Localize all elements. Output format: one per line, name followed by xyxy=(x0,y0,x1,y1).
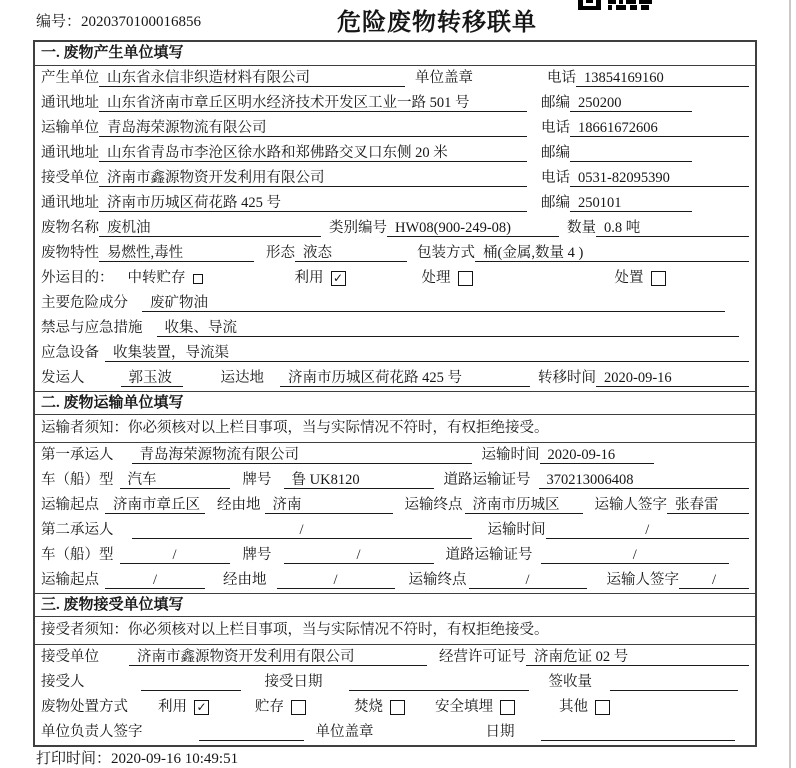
waste-name-value: 废机油 xyxy=(99,219,321,237)
transporter-address-row xyxy=(35,141,755,166)
date-label: 日期 xyxy=(485,724,515,740)
qr-code-partial-icon xyxy=(578,0,654,11)
doc-number-value: 2020370100016856 xyxy=(81,14,202,30)
transfer-time-value: 2020-09-16 xyxy=(596,369,749,387)
hazard-value: 废矿物油 xyxy=(142,294,725,312)
addr1-value: 山东省济南市章丘区明水经济技术开发区工业一路 501 号 xyxy=(99,94,527,112)
via1-label: 经由地 xyxy=(217,497,261,513)
phone3-value: 0531-82095390 xyxy=(570,169,749,187)
disposal-option-store xyxy=(255,698,306,716)
plate2-value: / xyxy=(284,546,434,564)
accepter-row xyxy=(35,670,755,695)
print-time-value: 2020-09-16 10:49:51 xyxy=(111,751,239,767)
addr2-label: 通讯地址 xyxy=(41,145,99,161)
transporter-label: 运输单位 xyxy=(41,120,99,136)
print-time xyxy=(36,747,238,768)
zip2-label: 邮编 xyxy=(541,145,570,161)
waste-name-row xyxy=(35,216,755,241)
accept-date-value xyxy=(349,673,529,691)
addr2-value: 山东省青岛市李沧区徐水路和郑佛路交叉口东侧 20 米 xyxy=(99,144,527,162)
phone2-value: 18661672606 xyxy=(570,119,749,137)
transporter-value: 青岛海荣源物流有限公司 xyxy=(99,119,527,137)
permit1-label: 道路运输证号 xyxy=(443,472,531,488)
addr3-label: 通讯地址 xyxy=(41,195,99,211)
purpose-option-reuse xyxy=(295,269,346,287)
transporter-row xyxy=(35,116,755,141)
category-label: 类别编号 xyxy=(329,220,387,236)
packing-label: 包装方式 xyxy=(417,245,475,261)
disposal-option-other xyxy=(559,698,610,716)
accept-unit-row xyxy=(35,645,755,670)
vehicle2-value: / xyxy=(120,546,230,564)
disposal-label: 废物处置方式 xyxy=(41,699,128,715)
phone2-label: 电话 xyxy=(541,120,570,136)
shipper-row xyxy=(35,366,755,391)
producer-value: 山东省永信非织造材料有限公司 xyxy=(99,69,405,87)
permit2-value: / xyxy=(541,546,730,564)
origin1-value: 济南市章丘区 xyxy=(105,496,205,514)
route1-row xyxy=(35,493,755,518)
sign1-label: 运输人签字 xyxy=(594,497,667,513)
disposal-option-other-label: 其他 xyxy=(559,699,588,715)
permit2-label: 道路运输证号 xyxy=(445,547,533,563)
receiver-address-row xyxy=(35,191,755,216)
equipment-label: 应急设备 xyxy=(41,345,99,361)
carrier1-row xyxy=(35,443,755,468)
checkbox-checked-icon: ✓ xyxy=(194,700,209,715)
transfer-time-label: 转移时间 xyxy=(538,370,596,386)
quantity-label: 数量 xyxy=(567,220,596,236)
section2-header: 二. 废物运输单位填写 xyxy=(35,391,755,415)
end2-value: / xyxy=(469,571,587,589)
via1-value: 济南 xyxy=(265,496,393,514)
carrier2-row xyxy=(35,518,755,543)
sign2-value: / xyxy=(679,571,749,589)
vehicle1-label: 车（船）型 xyxy=(41,472,114,488)
disposal-option-reuse xyxy=(158,698,209,716)
accept-unit-label: 接受单位 xyxy=(41,649,99,665)
doc-number-label: 编号： xyxy=(36,14,82,30)
purpose-option-transfer xyxy=(128,269,203,287)
dest-label: 运达地 xyxy=(220,370,264,386)
license-value: 济南危证 02 号 xyxy=(526,648,749,666)
license-label: 经营许可证号 xyxy=(439,649,526,665)
disposal-option-reuse-label: 利用 xyxy=(158,699,187,715)
checkbox-icon xyxy=(193,274,203,284)
waste-name-label: 废物名称 xyxy=(41,220,99,236)
leader-sign-row xyxy=(35,720,755,745)
date-value xyxy=(541,723,736,741)
producer-row xyxy=(35,66,755,91)
equipment-value: 收集装置，导流渠 xyxy=(105,344,749,362)
phone3-label: 电话 xyxy=(541,170,570,186)
time1-label: 运输时间 xyxy=(481,447,540,463)
zip3-label: 邮编 xyxy=(541,195,570,211)
zip2-value xyxy=(570,144,692,162)
end1-value: 济南市历城区 xyxy=(465,496,583,514)
section1-header: 一. 废物产生单位填写 xyxy=(35,42,755,66)
shipper-label: 发运人 xyxy=(41,370,85,386)
manifest-table xyxy=(33,40,757,747)
via2-value: / xyxy=(277,571,395,589)
carrier2-value: / xyxy=(132,521,472,539)
purpose-option-transfer-label: 中转贮存 xyxy=(127,270,186,286)
character-value: 易燃性,毒性 xyxy=(99,244,254,262)
sign2-label: 运输人签字 xyxy=(606,572,679,588)
packing-value: 桶(金属,数量 4 ) xyxy=(475,244,749,262)
purpose-row xyxy=(35,266,755,291)
disposal-option-landfill xyxy=(435,698,515,716)
purpose-option-treat xyxy=(422,269,473,287)
sign-qty-label: 签收量 xyxy=(548,674,592,690)
vehicle1-value: 汽车 xyxy=(120,471,230,489)
end2-label: 运输终点 xyxy=(408,572,467,588)
addr3-value: 济南市历城区荷花路 425 号 xyxy=(99,194,527,212)
purpose-option-dispose xyxy=(615,269,666,287)
leader-sign-label: 单位负责人签字 xyxy=(41,724,143,740)
phone1-value: 13854169160 xyxy=(576,69,749,87)
checkbox-icon xyxy=(291,700,306,715)
section3-header: 三. 废物接受单位填写 xyxy=(35,593,755,617)
accept-date-label: 接受日期 xyxy=(264,674,323,690)
emergency-label: 禁忌与应急措施 xyxy=(41,320,143,336)
category-value: HW08(900-249-08) xyxy=(387,219,559,237)
vehicle2-row xyxy=(35,543,755,568)
receiver-notice: 接受者须知：你必须核对以上栏目事项，当与实际情况不符时，有权拒绝接受。 xyxy=(35,617,755,645)
quantity-value: 0.8 吨 xyxy=(596,219,749,237)
disposal-option-incinerate xyxy=(354,698,405,716)
zip1-label: 邮编 xyxy=(541,95,570,111)
origin2-value: / xyxy=(105,571,205,589)
time2-value: / xyxy=(546,521,750,539)
receiver-row xyxy=(35,166,755,191)
emergency-value: 收集、导流 xyxy=(157,319,740,337)
waste-character-row xyxy=(35,241,755,266)
time1-value: 2020-09-16 xyxy=(540,446,654,464)
form-value: 液态 xyxy=(295,244,407,262)
disposal-option-store-label: 贮存 xyxy=(255,699,284,715)
checkbox-icon xyxy=(651,271,666,286)
time2-label: 运输时间 xyxy=(487,522,546,538)
hazard-label: 主要危险成分 xyxy=(41,295,128,311)
disposal-row xyxy=(35,695,755,720)
checkbox-icon xyxy=(595,700,610,715)
purpose-option-reuse-label: 利用 xyxy=(294,270,324,286)
form-label: 形态 xyxy=(266,245,295,261)
purpose-label: 外运目的： xyxy=(41,270,114,286)
hazard-row xyxy=(35,291,755,316)
checkbox-icon xyxy=(390,700,405,715)
purpose-option-treat-label: 处理 xyxy=(421,270,451,286)
sign-qty-value xyxy=(610,673,738,691)
carrier1-value: 青岛海荣源物流有限公司 xyxy=(132,446,472,464)
emergency-row xyxy=(35,316,755,341)
checkbox-checked-icon: ✓ xyxy=(331,271,346,286)
page-edge-divider xyxy=(789,0,791,768)
character-label: 废物特性 xyxy=(41,245,99,261)
accept-unit-value: 济南市鑫源物资开发利用有限公司 xyxy=(129,648,427,666)
checkbox-icon xyxy=(458,271,473,286)
purpose-option-dispose-label: 处置 xyxy=(614,270,644,286)
shipper-value: 郭玉波 xyxy=(121,369,183,387)
transporter-notice: 运输者须知：你必须核对以上栏目事项，当与实际情况不符时，有权拒绝接受。 xyxy=(35,415,755,443)
origin2-label: 运输起点 xyxy=(41,572,99,588)
checkbox-icon xyxy=(500,700,515,715)
vehicle2-label: 车（船）型 xyxy=(41,547,114,563)
unit-seal2-label: 单位盖章 xyxy=(315,724,374,740)
equipment-row xyxy=(35,341,755,366)
carrier2-label: 第二承运人 xyxy=(41,522,114,538)
receiver-value: 济南市鑫源物资开发利用有限公司 xyxy=(99,169,527,187)
producer-label: 产生单位 xyxy=(41,70,99,86)
zip3-value: 250101 xyxy=(570,194,692,212)
producer-address-row xyxy=(35,91,755,116)
origin1-label: 运输起点 xyxy=(41,497,99,513)
permit1-value: 370213006408 xyxy=(539,471,750,489)
phone1-label: 电话 xyxy=(547,70,576,86)
unit-seal-label: 单位盖章 xyxy=(415,70,473,86)
doc-number xyxy=(36,10,201,31)
end1-label: 运输终点 xyxy=(404,497,463,513)
plate1-label: 牌号 xyxy=(242,472,272,488)
leader-sign-value xyxy=(199,723,304,741)
disposal-option-incinerate-label: 焚烧 xyxy=(354,699,383,715)
addr1-label: 通讯地址 xyxy=(41,95,99,111)
route2-row xyxy=(35,568,755,593)
page-title: 危险废物转移联单 xyxy=(337,10,537,36)
sign1-value: 张春雷 xyxy=(667,496,749,514)
disposal-option-landfill-label: 安全填埋 xyxy=(435,699,493,715)
accepter-value xyxy=(141,673,241,691)
zip1-value: 250200 xyxy=(570,94,692,112)
receiver-label: 接受单位 xyxy=(41,170,99,186)
plate2-label: 牌号 xyxy=(242,547,272,563)
dest-value: 济南市历城区荷花路 425 号 xyxy=(280,369,530,387)
print-time-label: 打印时间： xyxy=(36,751,112,767)
carrier1-label: 第一承运人 xyxy=(41,447,114,463)
vehicle1-row xyxy=(35,468,755,493)
accepter-label: 接受人 xyxy=(41,674,85,690)
plate1-value: 鲁 UK8120 xyxy=(284,471,434,489)
via2-label: 经由地 xyxy=(223,572,267,588)
